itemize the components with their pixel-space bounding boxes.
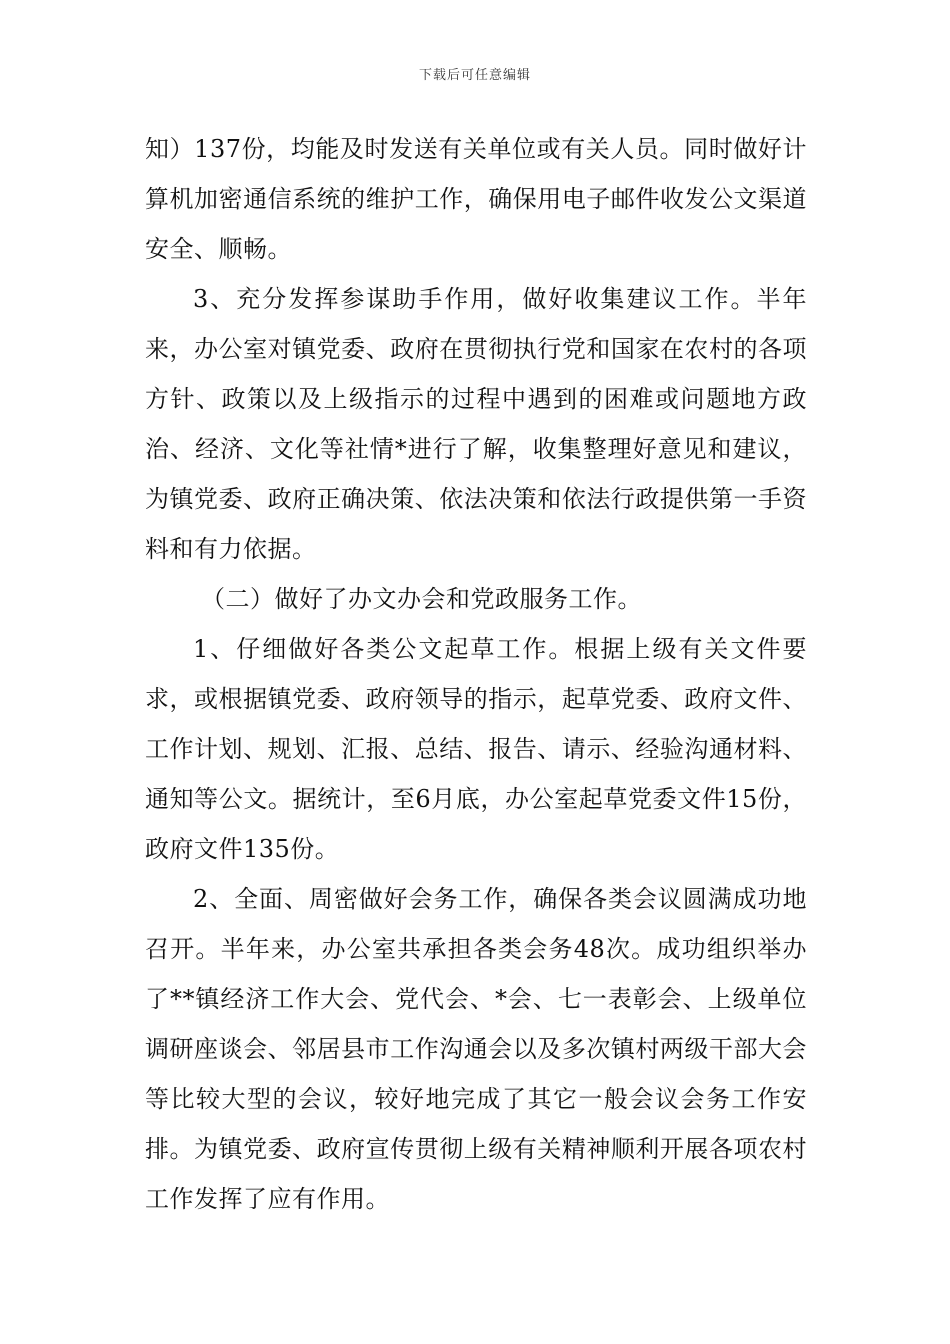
paragraph-item-2: 2、全面、周密做好会务工作，确保各类会议圆满成功地召开。半年来，办公室共承担各类会务48次。成功组织举办了**镇经济工作大会、党代会、*会、七一表彰会、上级单位调研座谈会、邻居县市工作沟通会以及多次镇村两级干部大会等比较大型的会议，较好地完成了其它一般会议会务工作安排。为镇党委、政府宣传贯彻上级有关精神顺利开展各项农村工作发挥了应有作用。 xyxy=(145,885,807,1213)
paragraph-item-1: 1、仔细做好各类公文起草工作。根据上级有关文件要求，或根据镇党委、政府领导的指示，起草党委、政府文件、工作计划、规划、汇报、总结、报告、请示、经验沟通材料、通知等公文。据统计，至6月底，办公室起草党委文件15份，政府文件135份。 xyxy=(145,635,807,863)
section-heading-2: （二）做好了办文办会和党政服务工作。 xyxy=(201,585,642,613)
page-header: 下载后可任意编辑 xyxy=(418,68,531,83)
paragraph-continuation: 知）137份，均能及时发送有关单位或有关人员。同时做好计算机加密通信系统的维护工作，确保用电子邮件收发公文渠道安全、顺畅。 xyxy=(145,135,807,263)
paragraph-item-3: 3、充分发挥参谋助手作用，做好收集建议工作。半年来，办公室对镇党委、政府在贯彻执行党和国家在农村的各项方针、政策以及上级指示的过程中遇到的困难或问题地方政治、经济、文化等社情*进行了解，收集整理好意见和建议，为镇党委、政府正确决策、依法决策和依法行政提供第一手资料和有力依据。 xyxy=(145,285,807,563)
document-body xyxy=(145,124,807,1224)
